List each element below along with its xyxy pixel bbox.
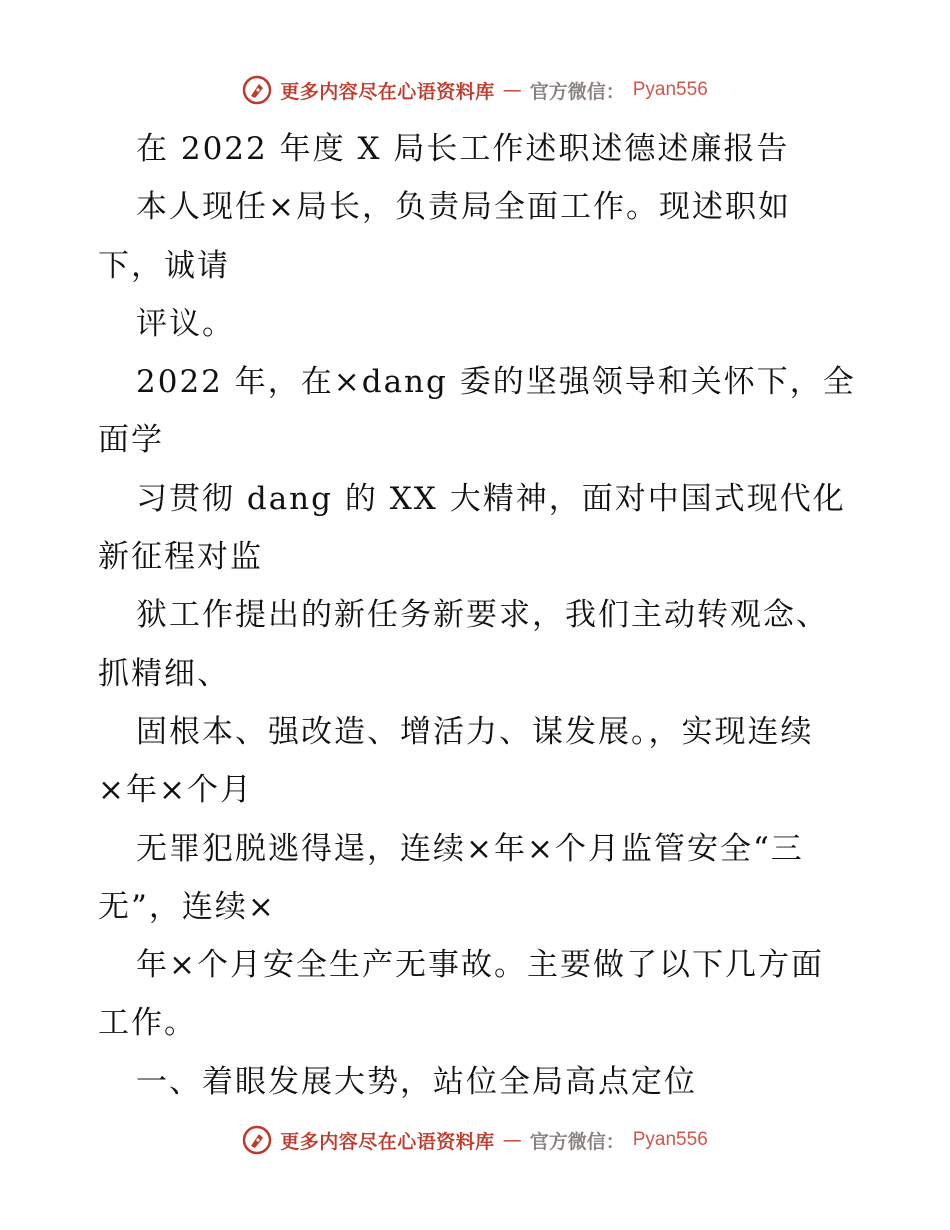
document-line: 新征程对监 [98,539,263,576]
document-line: 评议。 [136,305,235,342]
document-line: 一、着眼发展大势，站位全局高点定位 [136,1063,697,1100]
header-watermark [0,70,950,110]
watermark-account: Pyan556 [632,1129,708,1150]
footer-watermark [0,1120,950,1160]
document-line: ×年×个月 [98,772,253,809]
watermark-label: 官方微信： [529,80,625,103]
document-line: 年×个月安全生产无事故。主要做了以下几方面 [136,947,824,984]
pen-nib-logo-icon [242,75,272,105]
document-line: 抓精细、 [98,655,230,692]
watermark-dash: — [502,1129,522,1151]
document-line: 狱工作提出的新任务新要求，我们主动转观念、 [136,597,829,634]
document-line: 习贯彻 dang 的 XX 大精神，面对中国式现代化 [136,480,846,517]
document-line: 无罪犯脱逃得逞，连续×年×个月监管安全“三 [136,830,804,867]
document-line: 本人现任×局长，负责局全面工作。现述职如 [136,189,791,226]
document-line: 2022 年，在×dang 委的坚强领导和关怀下，全 [136,364,856,401]
watermark-brand-text: 更多内容尽在心语资料库 [280,80,495,103]
document-line: 下，诚请 [98,247,230,284]
pen-nib-logo-icon [242,1125,272,1155]
document-line: 面学 [98,422,164,459]
watermark-brand-text: 更多内容尽在心语资料库 [280,1130,495,1153]
watermark-label: 官方微信： [529,1130,625,1153]
document-line: 无”，连续× [98,888,276,925]
document-line: 在 2022 年度 X 局长工作述职述德述廉报告 [136,131,790,167]
watermark-dash: — [502,79,522,101]
document-line: 固根本、强改造、增活力、谋发展。，实现连续 [136,713,814,750]
watermark-account: Pyan556 [632,79,708,100]
document-body [98,120,858,1111]
document-line: 工作。 [98,1005,197,1042]
